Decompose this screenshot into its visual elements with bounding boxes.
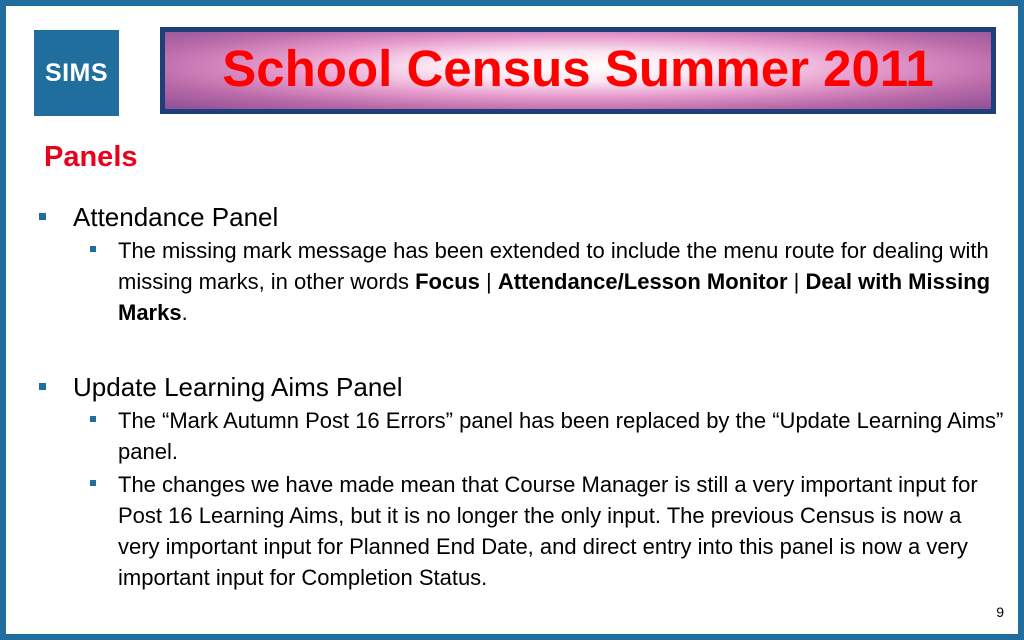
bullet-marker bbox=[39, 383, 46, 390]
sub-bullet-course-manager: The changes we have made mean that Course Manager is still a very important input for Post 16 Learning Aims, but it is no longer the only input. The previous Census is now a very important input for Planned End Date, and direct entry into this panel is now a very important input for Completion Status. bbox=[118, 472, 978, 590]
page-number: 9 bbox=[996, 604, 1004, 620]
bullet-marker bbox=[39, 213, 46, 220]
sub-bullet-marker bbox=[90, 480, 96, 486]
logo-text: SIMS bbox=[44, 58, 109, 87]
bullet-update-learning-aims-panel: Update Learning Aims Panel bbox=[73, 372, 403, 402]
sub-bullet-panel-replaced: The “Mark Autumn Post 16 Errors” panel has been replaced by the “Update Learning Aims” panel. bbox=[118, 408, 1004, 464]
menu-route-attendance: Attendance bbox=[497, 269, 618, 294]
menu-route-lesson-monitor: Lesson Monitor bbox=[623, 269, 788, 294]
bullet-attendance-panel: Attendance Panel bbox=[73, 202, 279, 232]
sub-bullet-text: The missing mark message has been extended to include the menu route for dealing with missing marks, in other words bbox=[118, 238, 989, 294]
sub-bullet-marker bbox=[90, 246, 96, 252]
section-heading: Panels bbox=[44, 141, 138, 173]
sub-bullet-text-end: . bbox=[181, 300, 188, 325]
slide-title: School Census Summer 2011 bbox=[222, 40, 934, 97]
menu-route-separator: | bbox=[787, 269, 806, 294]
sims-logo bbox=[34, 30, 119, 116]
menu-route-focus: Focus bbox=[415, 269, 480, 294]
sub-bullet-missing-mark bbox=[118, 235, 1008, 328]
title-banner bbox=[160, 27, 996, 114]
sub-bullet-marker bbox=[90, 416, 96, 422]
menu-route-separator: | bbox=[479, 269, 498, 294]
menu-route-deal-with-missing-marks: Deal with Missing Marks bbox=[118, 269, 991, 325]
menu-route-slash: / bbox=[617, 269, 624, 294]
